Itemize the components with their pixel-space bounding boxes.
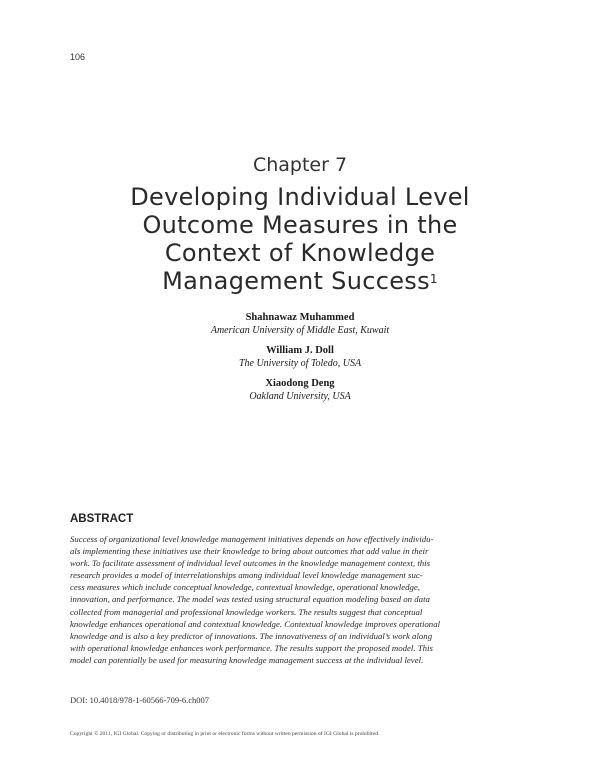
abstract-line: with operational knowledge enhances work performance. The results support the proposed model. This <box>70 642 433 653</box>
abstract-line: cess measures which include conceptual knowledge, contextual knowledge, operational knowledge, <box>70 582 420 593</box>
abstract-line: work. To facilitate assessment of individual level outcomes in the knowledge management context, this <box>70 558 431 569</box>
author-affiliation: American University of Middle East, Kuwait <box>210 325 390 336</box>
author-name: Shahnawaz Muhammed <box>245 312 355 323</box>
abstract-line: collected from managerial and professional knowledge workers. The results suggest that conceptual <box>70 606 423 617</box>
abstract-line: innovation, and performance. The model was tested using structural equation modeling based on data <box>70 594 430 605</box>
title-line-4-text: Management Success <box>162 267 430 295</box>
title-line-2: Outcome Measures in the <box>142 211 458 239</box>
title-line-3: Context of Knowledge <box>164 239 436 267</box>
title-footnote-mark[interactable]: 1 <box>429 272 438 286</box>
abstract-line: knowledge enhances operational and contextual knowledge. Contextual knowledge improves operational <box>70 618 441 629</box>
author-list <box>0 311 600 410</box>
author-affiliation: The University of Toledo, USA <box>238 358 362 369</box>
abstract-body <box>70 533 530 666</box>
author-block <box>0 311 600 337</box>
abstract-line: Success of organizational level knowledge management initiatives depends on how effectively individu- <box>70 534 434 544</box>
copyright-notice: Copyright © 2011, IGI Global. Copying or distributing in print or electronic forms without written permission of IGI Global is prohibited. <box>70 731 380 737</box>
author-name: Xiaodong Deng <box>265 378 335 389</box>
abstract-heading: ABSTRACT <box>70 513 134 525</box>
author-block <box>0 344 600 370</box>
page-number: 106 <box>70 52 86 62</box>
doi-text[interactable]: DOI: 10.4018/978-1-60566-709-6.ch007 <box>70 695 210 705</box>
title-line-4 <box>60 267 540 295</box>
author-affiliation: Oakland University, USA <box>249 391 351 402</box>
chapter-title <box>60 183 540 295</box>
author-block <box>0 377 600 403</box>
abstract-line: als implementing these initiatives use their knowledge to bring about outcomes that add value in their <box>70 546 429 557</box>
chapter-label: Chapter 7 <box>252 154 348 176</box>
title-line-1: Developing Individual Level <box>130 183 470 211</box>
abstract-line: research provides a model of interrelationships among individual level knowledge management suc- <box>70 570 423 581</box>
abstract-line: model can potentially be used for measuring knowledge management success at the individual level. <box>70 654 424 665</box>
author-name: William J. Doll <box>266 345 334 356</box>
abstract-line: knowledge and is also a key predictor of innovations. The innovativeness of an individual’s work along <box>70 630 433 641</box>
